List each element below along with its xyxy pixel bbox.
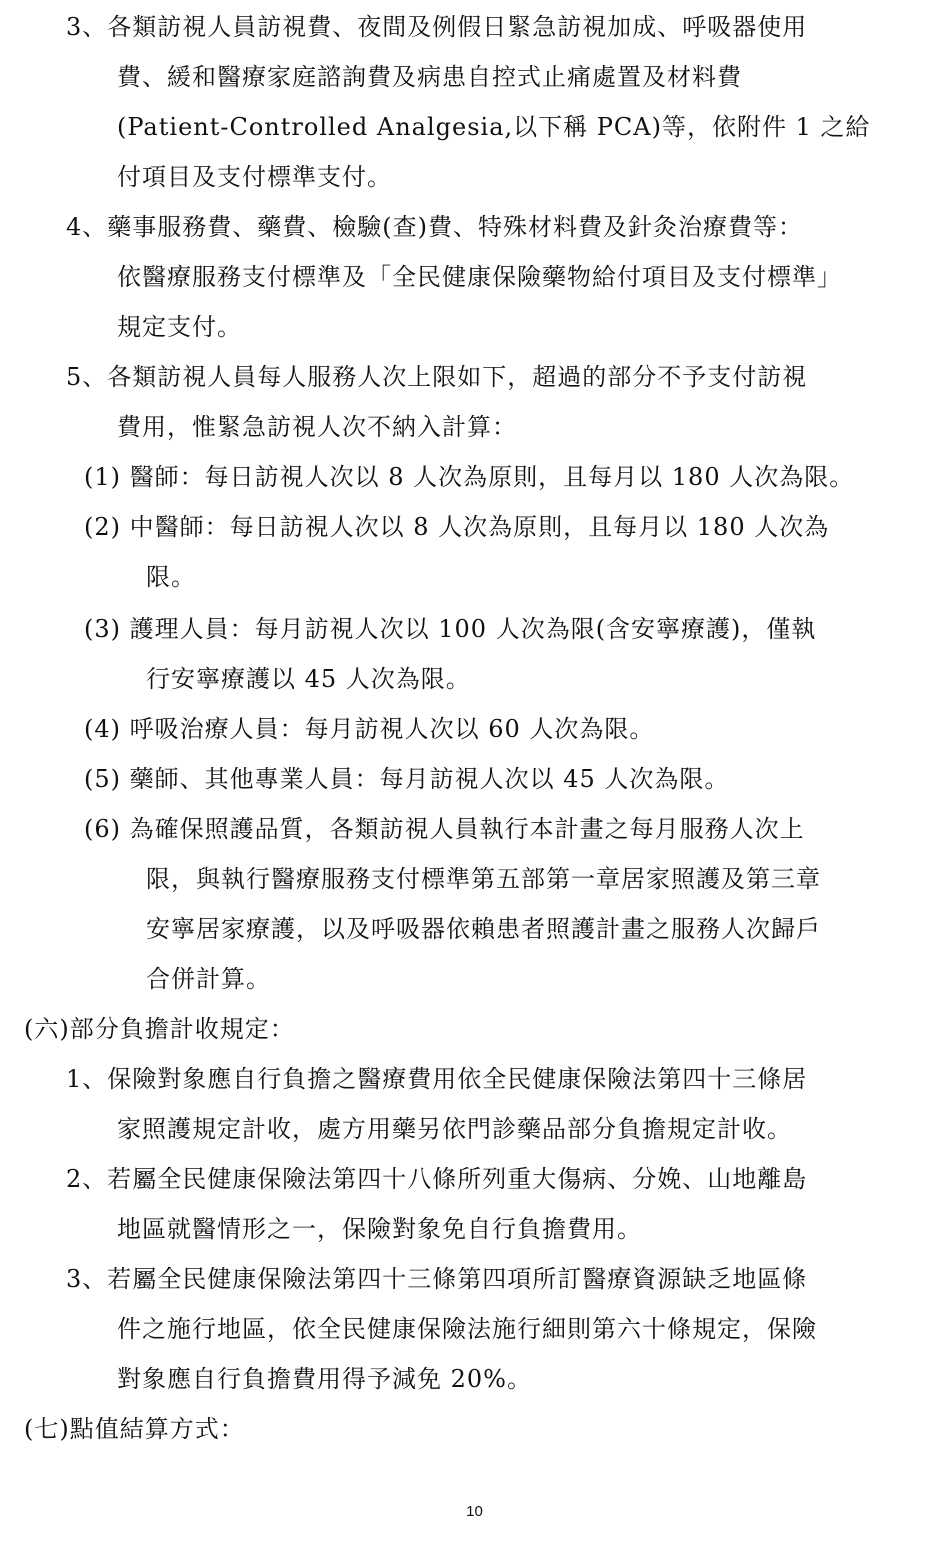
text-line: (3) 護理人員：每月訪視人次以 100 人次為限(含安寧療護)，僅執 [84, 615, 817, 643]
text-line: 費用，惟緊急訪視人次不納入計算： [117, 413, 517, 441]
text-line: 限。 [146, 563, 196, 591]
text-line: 件之施行地區，依全民健康保險法施行細則第六十條規定，保險 [117, 1315, 817, 1343]
text-line: (1) 醫師：每日訪視人次以 8 人次為原則，且每月以 180 人次為限。 [84, 463, 855, 491]
text-line: 地區就醫情形之一，保險對象免自行負擔費用。 [117, 1215, 642, 1243]
text-line: 3、各類訪視人員訪視費、夜間及例假日緊急訪視加成、呼吸器使用 [66, 13, 808, 41]
page-number: 10 [466, 1503, 483, 1520]
text-line: 費、緩和醫療家庭諮詢費及病患自控式止痛處置及材料費 [117, 63, 742, 91]
text-line: 依醫療服務支付標準及「全民健康保險藥物給付項目及支付標準」 [117, 263, 842, 291]
text-line: (6) 為確保照護品質，各類訪視人員執行本計畫之每月服務人次上 [84, 815, 805, 843]
text-line: 家照護規定計收，處方用藥另依門診藥品部分負擔規定計收。 [117, 1115, 792, 1143]
text-line: 2、若屬全民健康保險法第四十八條所列重大傷病、分娩、山地離島 [66, 1165, 808, 1193]
text-line: 合併計算。 [146, 965, 271, 993]
text-line: 4、藥事服務費、藥費、檢驗(查)費、特殊材料費及針灸治療費等： [66, 213, 803, 241]
text-line: (4) 呼吸治療人員：每月訪視人次以 60 人次為限。 [84, 715, 655, 743]
section-heading: (七)點值結算方式： [24, 1415, 245, 1443]
text-line: 5、各類訪視人員每人服務人次上限如下，超過的部分不予支付訪視 [66, 363, 808, 391]
text-line: 限，與執行醫療服務支付標準第五部第一章居家照護及第三章 [146, 865, 821, 893]
text-line: (2) 中醫師：每日訪視人次以 8 人次為原則，且每月以 180 人次為 [84, 513, 830, 541]
text-line: 3、若屬全民健康保險法第四十三條第四項所訂醫療資源缺乏地區條 [66, 1265, 808, 1293]
text-line: (Patient-Controlled Analgesia,以下稱 PCA)等，依附件 1 之給 [117, 113, 871, 141]
text-line: 行安寧療護以 45 人次為限。 [146, 665, 471, 693]
text-line: 付項目及支付標準支付。 [117, 163, 392, 191]
text-line: 1、保險對象應自行負擔之醫療費用依全民健康保險法第四十三條居 [66, 1065, 808, 1093]
section-heading: (六)部分負擔計收規定： [24, 1015, 295, 1043]
text-line: 安寧居家療護，以及呼吸器依賴患者照護計畫之服務人次歸戶 [146, 915, 821, 943]
text-line: 規定支付。 [117, 313, 242, 341]
text-line: (5) 藥師、其他專業人員：每月訪視人次以 45 人次為限。 [84, 765, 730, 793]
text-line: 對象應自行負擔費用得予減免 20%。 [117, 1365, 532, 1393]
